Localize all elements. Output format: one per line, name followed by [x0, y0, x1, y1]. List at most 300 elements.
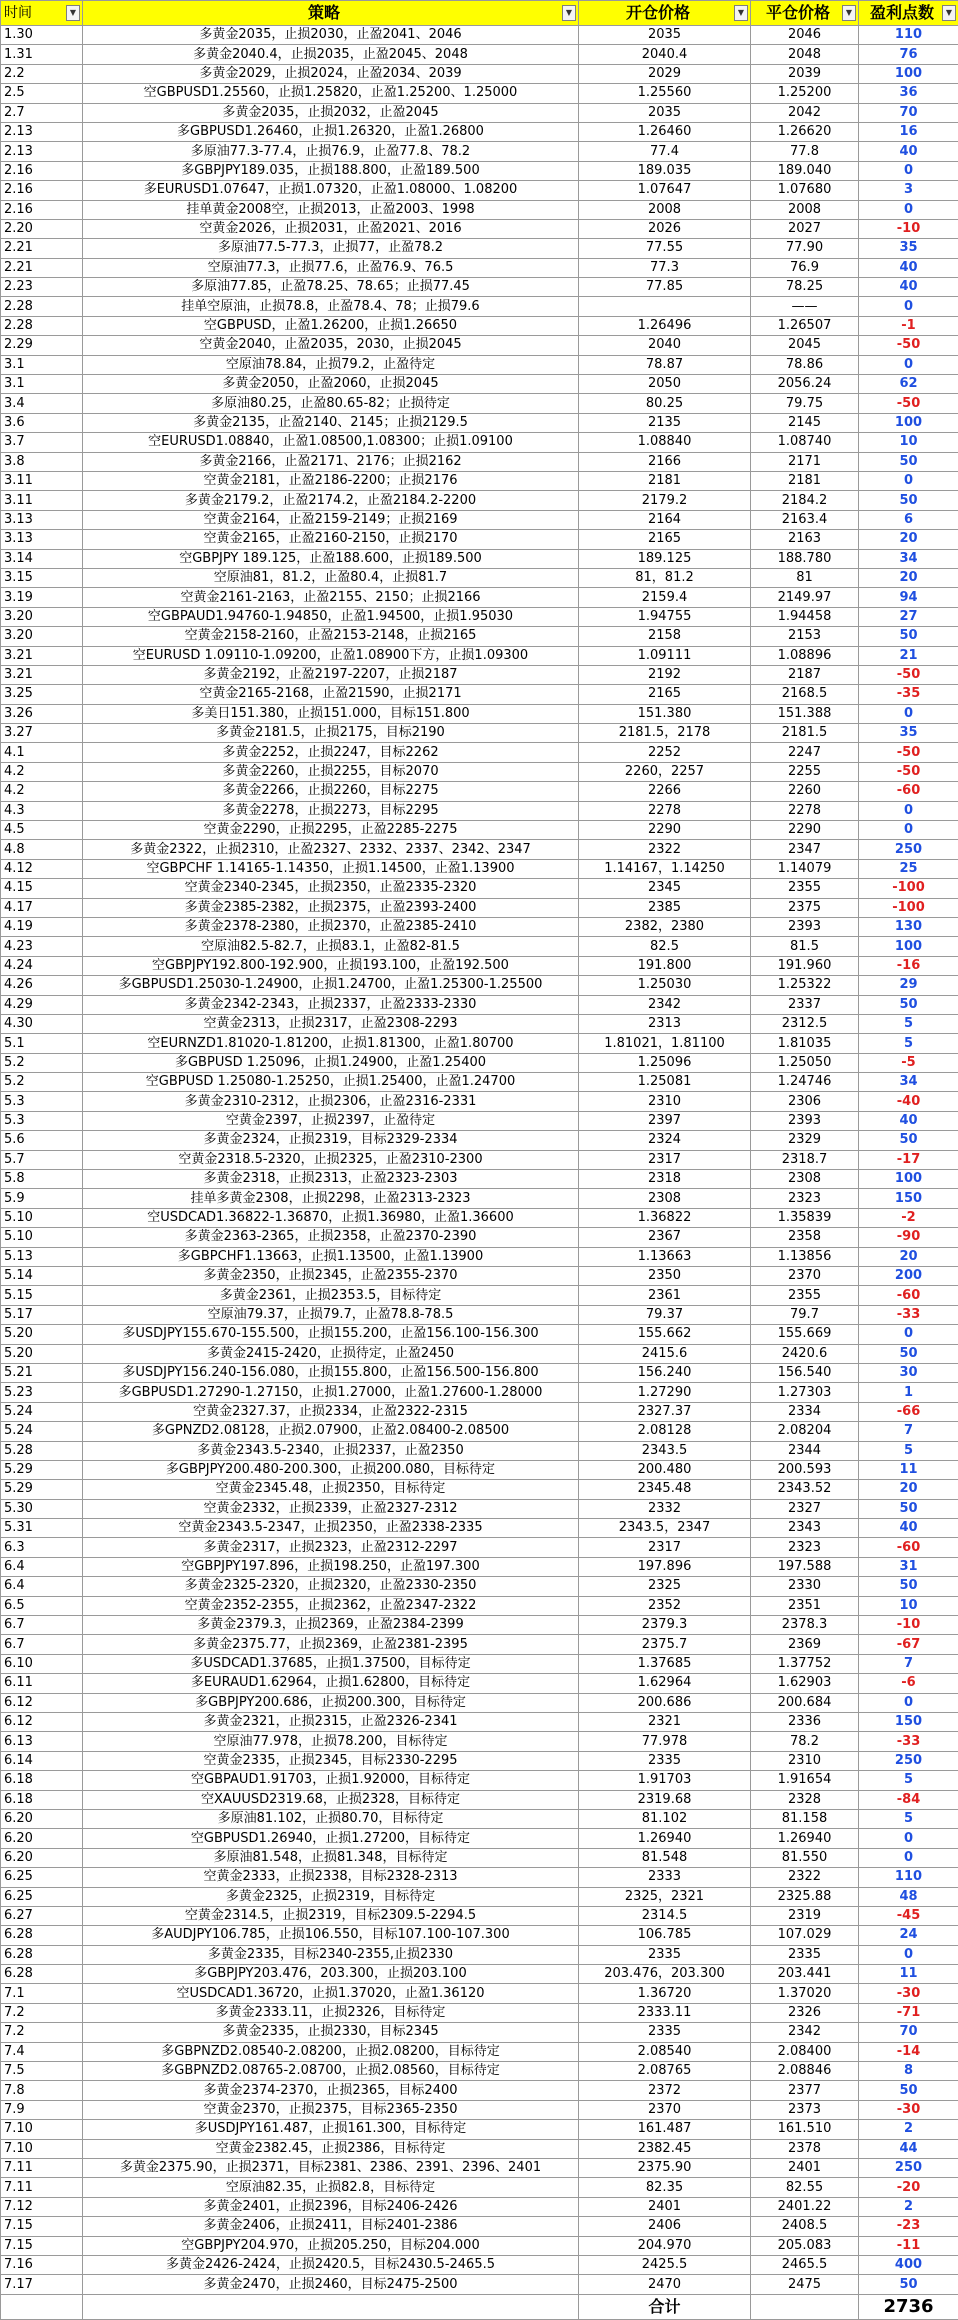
close-price-cell[interactable]: 82.55: [751, 2178, 859, 2197]
filter-dropdown-strategy[interactable]: ▼: [562, 5, 576, 21]
strategy-cell[interactable]: 空原油82.5-82.7，止损83.1，止盈82-81.5: [83, 937, 579, 956]
pnl-cell[interactable]: 130: [859, 917, 958, 936]
strategy-cell[interactable]: 多黄金2426-2424，止损2420.5，目标2430.5-2465.5: [83, 2255, 579, 2274]
date-cell[interactable]: 6.4: [1, 1557, 83, 1576]
open-price-cell[interactable]: 77.55: [579, 239, 751, 258]
close-price-cell[interactable]: 2323: [751, 1189, 859, 1208]
date-cell[interactable]: 2.16: [1, 200, 83, 219]
date-cell[interactable]: 5.23: [1, 1383, 83, 1402]
strategy-cell[interactable]: 空GBPUSD 1.25080-1.25250，止损1.25400，止盈1.24700: [83, 1073, 579, 1092]
open-price-cell[interactable]: 1.07647: [579, 181, 751, 200]
close-price-cell[interactable]: 1.37752: [751, 1654, 859, 1673]
close-price-cell[interactable]: 2045: [751, 336, 859, 355]
date-cell[interactable]: 6.7: [1, 1635, 83, 1654]
close-price-cell[interactable]: 76.9: [751, 258, 859, 277]
open-price-cell[interactable]: 2332: [579, 1499, 751, 1518]
pnl-cell[interactable]: 2: [859, 2197, 958, 2216]
close-price-cell[interactable]: 2323: [751, 1538, 859, 1557]
pnl-cell[interactable]: 11: [859, 1460, 958, 1479]
close-price-cell[interactable]: 2358: [751, 1228, 859, 1247]
pnl-cell[interactable]: 50: [859, 1577, 958, 1596]
strategy-cell[interactable]: 空GBPJPY192.800-192.900，止损193.100，止盈192.500: [83, 956, 579, 975]
pnl-cell[interactable]: 10: [859, 433, 958, 452]
pnl-cell[interactable]: 35: [859, 239, 958, 258]
close-price-cell[interactable]: 2475: [751, 2275, 859, 2294]
pnl-cell[interactable]: 6: [859, 510, 958, 529]
date-cell[interactable]: 7.2: [1, 2023, 83, 2042]
pnl-cell[interactable]: 48: [859, 1887, 958, 1906]
close-price-cell[interactable]: 77.8: [751, 142, 859, 161]
pnl-cell[interactable]: 34: [859, 549, 958, 568]
filter-dropdown-close-price[interactable]: ▼: [842, 5, 856, 21]
strategy-cell[interactable]: 多黄金2415-2420，止损待定，止盈2450: [83, 1344, 579, 1363]
close-price-cell[interactable]: 2328: [751, 1790, 859, 1809]
pnl-cell[interactable]: -50: [859, 743, 958, 762]
close-price-cell[interactable]: 79.7: [751, 1305, 859, 1324]
pnl-cell[interactable]: 50: [859, 1499, 958, 1518]
open-price-cell[interactable]: 2040.4: [579, 45, 751, 64]
date-cell[interactable]: 3.25: [1, 685, 83, 704]
pnl-cell[interactable]: 150: [859, 1189, 958, 1208]
date-cell[interactable]: 7.10: [1, 2120, 83, 2139]
open-price-cell[interactable]: 2406: [579, 2217, 751, 2236]
close-price-cell[interactable]: 2351: [751, 1596, 859, 1615]
date-cell[interactable]: 6.5: [1, 1596, 83, 1615]
close-price-cell[interactable]: 78.25: [751, 278, 859, 297]
strategy-cell[interactable]: 多黄金2325，止损2319，目标待定: [83, 1887, 579, 1906]
pnl-cell[interactable]: 7: [859, 1422, 958, 1441]
open-price-cell[interactable]: 2397: [579, 1111, 751, 1130]
pnl-cell[interactable]: 11: [859, 1965, 958, 1984]
pnl-cell[interactable]: 20: [859, 1247, 958, 1266]
close-price-cell[interactable]: 1.27303: [751, 1383, 859, 1402]
close-price-cell[interactable]: 151.388: [751, 704, 859, 723]
open-price-cell[interactable]: 2135: [579, 413, 751, 432]
open-price-cell[interactable]: 191.800: [579, 956, 751, 975]
close-price-cell[interactable]: 2343: [751, 1519, 859, 1538]
date-cell[interactable]: 5.28: [1, 1441, 83, 1460]
open-price-cell[interactable]: 2192: [579, 665, 751, 684]
strategy-cell[interactable]: 空黄金2397，止损2397，止盈待定: [83, 1111, 579, 1130]
date-cell[interactable]: 3.20: [1, 607, 83, 626]
pnl-cell[interactable]: -66: [859, 1402, 958, 1421]
strategy-cell[interactable]: 多黄金2378-2380，止损2370，止盈2385-2410: [83, 917, 579, 936]
close-price-cell[interactable]: 2163.4: [751, 510, 859, 529]
close-price-cell[interactable]: 2327: [751, 1499, 859, 1518]
pnl-cell[interactable]: -5: [859, 1053, 958, 1072]
date-cell[interactable]: 5.2: [1, 1073, 83, 1092]
strategy-cell[interactable]: 多黄金2318，止损2313，止盈2323-2303: [83, 1170, 579, 1189]
close-price-cell[interactable]: 2334: [751, 1402, 859, 1421]
strategy-cell[interactable]: 空GBPCHF 1.14165-1.14350，止损1.14500，止盈1.13900: [83, 859, 579, 878]
open-price-cell[interactable]: 2.08765: [579, 2062, 751, 2081]
close-price-cell[interactable]: 81.550: [751, 1848, 859, 1867]
open-price-cell[interactable]: 2035: [579, 103, 751, 122]
close-price-cell[interactable]: 2184.2: [751, 491, 859, 510]
date-cell[interactable]: 3.20: [1, 627, 83, 646]
pnl-cell[interactable]: 0: [859, 1848, 958, 1867]
strategy-cell[interactable]: 多黄金2342-2343，止损2337，止盈2333-2330: [83, 995, 579, 1014]
close-price-cell[interactable]: 2336: [751, 1712, 859, 1731]
open-price-cell[interactable]: 2333: [579, 1868, 751, 1887]
pnl-cell[interactable]: 50: [859, 627, 958, 646]
close-price-cell[interactable]: 2.08846: [751, 2062, 859, 2081]
close-price-cell[interactable]: 203.441: [751, 1965, 859, 1984]
pnl-cell[interactable]: 50: [859, 452, 958, 471]
strategy-cell[interactable]: 空USDCAD1.36822-1.36870，止损1.36980，止盈1.36600: [83, 1208, 579, 1227]
open-price-cell[interactable]: 2325: [579, 1577, 751, 1596]
pnl-cell[interactable]: 5: [859, 1014, 958, 1033]
strategy-cell[interactable]: 多EURAUD1.62964，止损1.62800，目标待定: [83, 1674, 579, 1693]
strategy-cell[interactable]: 多USDCAD1.37685，止损1.37500，目标待定: [83, 1654, 579, 1673]
strategy-cell[interactable]: 多黄金2361，止损2353.5，目标待定: [83, 1286, 579, 1305]
total-empty-cell[interactable]: [751, 2294, 859, 2319]
strategy-cell[interactable]: 空黄金2026，止损2031，止盈2021、2016: [83, 219, 579, 238]
close-price-cell[interactable]: 2344: [751, 1441, 859, 1460]
close-price-cell[interactable]: 2369: [751, 1635, 859, 1654]
pnl-cell[interactable]: 8: [859, 2062, 958, 2081]
date-cell[interactable]: 4.12: [1, 859, 83, 878]
date-cell[interactable]: 3.6: [1, 413, 83, 432]
open-price-cell[interactable]: 151.380: [579, 704, 751, 723]
date-cell[interactable]: 5.20: [1, 1344, 83, 1363]
close-price-cell[interactable]: 1.26940: [751, 1829, 859, 1848]
pnl-cell[interactable]: -6: [859, 1674, 958, 1693]
close-price-cell[interactable]: 2420.6: [751, 1344, 859, 1363]
pnl-cell[interactable]: -33: [859, 1732, 958, 1751]
open-price-cell[interactable]: 2350: [579, 1267, 751, 1286]
pnl-cell[interactable]: 50: [859, 1344, 958, 1363]
date-cell[interactable]: 3.13: [1, 530, 83, 549]
pnl-cell[interactable]: 100: [859, 1170, 958, 1189]
strategy-cell[interactable]: 多黄金2375.90，止损2371，目标2381、2386、2391、2396、2401: [83, 2158, 579, 2177]
close-price-cell[interactable]: 2008: [751, 200, 859, 219]
strategy-cell[interactable]: 空GBPUSD1.25560，止损1.25820，止盈1.25200、1.25000: [83, 84, 579, 103]
open-price-cell[interactable]: 155.662: [579, 1325, 751, 1344]
close-price-cell[interactable]: 2310: [751, 1751, 859, 1770]
open-price-cell[interactable]: 2401: [579, 2197, 751, 2216]
strategy-cell[interactable]: 多GBPUSD1.26460，止损1.26320，止盈1.26800: [83, 122, 579, 141]
open-price-cell[interactable]: 2290: [579, 821, 751, 840]
close-price-cell[interactable]: 200.684: [751, 1693, 859, 1712]
date-cell[interactable]: 5.17: [1, 1305, 83, 1324]
open-price-cell[interactable]: 79.37: [579, 1305, 751, 1324]
close-price-cell[interactable]: 2056.24: [751, 375, 859, 394]
date-cell[interactable]: 6.20: [1, 1848, 83, 1867]
strategy-cell[interactable]: 多黄金2050，止盈2060，止损2045: [83, 375, 579, 394]
date-cell[interactable]: 7.17: [1, 2275, 83, 2294]
date-cell[interactable]: 1.30: [1, 26, 83, 45]
date-cell[interactable]: 3.11: [1, 491, 83, 510]
strategy-cell[interactable]: 空EURUSD 1.09110-1.09200，止盈1.08900下方，止损1.09300: [83, 646, 579, 665]
open-price-cell[interactable]: 2310: [579, 1092, 751, 1111]
pnl-cell[interactable]: -71: [859, 2003, 958, 2022]
date-cell[interactable]: 3.14: [1, 549, 83, 568]
date-cell[interactable]: 4.19: [1, 917, 83, 936]
open-price-cell[interactable]: 2029: [579, 64, 751, 83]
strategy-cell[interactable]: 多黄金2325-2320，止损2320，止盈2330-2350: [83, 1577, 579, 1596]
strategy-cell[interactable]: 空黄金2040，止盈2035，2030，止损2045: [83, 336, 579, 355]
date-cell[interactable]: 5.20: [1, 1325, 83, 1344]
strategy-cell[interactable]: 多USDJPY155.670-155.500，止损155.200，止盈156.100-156.300: [83, 1325, 579, 1344]
close-price-cell[interactable]: 2181: [751, 471, 859, 490]
pnl-cell[interactable]: 94: [859, 588, 958, 607]
open-price-cell[interactable]: 2342: [579, 995, 751, 1014]
date-cell[interactable]: 3.7: [1, 433, 83, 452]
open-price-cell[interactable]: 189.035: [579, 161, 751, 180]
pnl-cell[interactable]: 50: [859, 2081, 958, 2100]
open-price-cell[interactable]: 189.125: [579, 549, 751, 568]
open-price-cell[interactable]: 2278: [579, 801, 751, 820]
strategy-cell[interactable]: 多黄金2470，止损2460，目标2475-2500: [83, 2275, 579, 2294]
open-price-cell[interactable]: [579, 297, 751, 316]
open-price-cell[interactable]: 106.785: [579, 1926, 751, 1945]
close-price-cell[interactable]: 2355: [751, 1286, 859, 1305]
open-price-cell[interactable]: 2040: [579, 336, 751, 355]
filter-dropdown-open-price[interactable]: ▼: [734, 5, 748, 21]
close-price-cell[interactable]: 200.593: [751, 1460, 859, 1479]
date-cell[interactable]: 2.21: [1, 258, 83, 277]
close-price-cell[interactable]: 78.86: [751, 355, 859, 374]
strategy-cell[interactable]: 空黄金2335，止损2345，目标2330-2295: [83, 1751, 579, 1770]
date-cell[interactable]: 6.25: [1, 1868, 83, 1887]
open-price-cell[interactable]: 2470: [579, 2275, 751, 2294]
pnl-cell[interactable]: -23: [859, 2217, 958, 2236]
open-price-cell[interactable]: 2317: [579, 1150, 751, 1169]
pnl-cell[interactable]: 0: [859, 355, 958, 374]
pnl-cell[interactable]: 16: [859, 122, 958, 141]
open-price-cell[interactable]: 2166: [579, 452, 751, 471]
date-cell[interactable]: 7.11: [1, 2158, 83, 2177]
strategy-cell[interactable]: 空黄金2314.5，止损2319，目标2309.5-2294.5: [83, 1906, 579, 1925]
pnl-cell[interactable]: -100: [859, 898, 958, 917]
pnl-cell[interactable]: 0: [859, 1945, 958, 1964]
close-price-cell[interactable]: 2322: [751, 1868, 859, 1887]
close-price-cell[interactable]: 1.94458: [751, 607, 859, 626]
pnl-cell[interactable]: 20: [859, 530, 958, 549]
open-price-cell[interactable]: 2181: [579, 471, 751, 490]
date-cell[interactable]: 6.18: [1, 1771, 83, 1790]
strategy-cell[interactable]: 空原油77.978，止损78.200，目标待定: [83, 1732, 579, 1751]
close-price-cell[interactable]: 78.2: [751, 1732, 859, 1751]
close-price-cell[interactable]: 2318.7: [751, 1150, 859, 1169]
date-cell[interactable]: 5.1: [1, 1034, 83, 1053]
date-cell[interactable]: 4.8: [1, 840, 83, 859]
close-price-cell[interactable]: 161.510: [751, 2120, 859, 2139]
strategy-cell[interactable]: 多AUDJPY106.785，止损106.550，目标107.100-107.300: [83, 1926, 579, 1945]
strategy-cell[interactable]: 多GPNZD2.08128，止损2.07900，止盈2.08400-2.08500: [83, 1422, 579, 1441]
pnl-cell[interactable]: -11: [859, 2236, 958, 2255]
open-price-cell[interactable]: 2164: [579, 510, 751, 529]
pnl-cell[interactable]: 50: [859, 2275, 958, 2294]
close-price-cell[interactable]: ——: [751, 297, 859, 316]
pnl-cell[interactable]: 0: [859, 704, 958, 723]
close-price-cell[interactable]: 2378.3: [751, 1616, 859, 1635]
open-price-cell[interactable]: 2343.5: [579, 1441, 751, 1460]
close-price-cell[interactable]: 2153: [751, 627, 859, 646]
pnl-cell[interactable]: 24: [859, 1926, 958, 1945]
date-cell[interactable]: 6.18: [1, 1790, 83, 1809]
date-cell[interactable]: 6.12: [1, 1712, 83, 1731]
close-price-cell[interactable]: 1.08740: [751, 433, 859, 452]
close-price-cell[interactable]: 1.37020: [751, 1984, 859, 2003]
open-price-cell[interactable]: 1.26940: [579, 1829, 751, 1848]
date-cell[interactable]: 5.10: [1, 1208, 83, 1227]
close-price-cell[interactable]: 1.25050: [751, 1053, 859, 1072]
strategy-cell[interactable]: 多USDJPY161.487，止损161.300，目标待定: [83, 2120, 579, 2139]
pnl-cell[interactable]: 20: [859, 1480, 958, 1499]
open-price-cell[interactable]: 2.08128: [579, 1422, 751, 1441]
date-cell[interactable]: 3.13: [1, 510, 83, 529]
close-price-cell[interactable]: 1.14079: [751, 859, 859, 878]
open-price-cell[interactable]: 77.978: [579, 1732, 751, 1751]
close-price-cell[interactable]: 2401: [751, 2158, 859, 2177]
date-cell[interactable]: 2.13: [1, 122, 83, 141]
open-price-cell[interactable]: 77.4: [579, 142, 751, 161]
strategy-cell[interactable]: 多GBPUSD1.27290-1.27150，止损1.27000，止盈1.27600-1.28000: [83, 1383, 579, 1402]
strategy-cell[interactable]: 空黄金2370，止损2375，目标2365-2350: [83, 2100, 579, 2119]
close-price-cell[interactable]: 2393: [751, 917, 859, 936]
open-price-cell[interactable]: 81.102: [579, 1809, 751, 1828]
close-price-cell[interactable]: 2401.22: [751, 2197, 859, 2216]
open-price-cell[interactable]: 82.5: [579, 937, 751, 956]
pnl-cell[interactable]: 29: [859, 976, 958, 995]
date-cell[interactable]: 5.31: [1, 1519, 83, 1538]
pnl-cell[interactable]: 30: [859, 1363, 958, 1382]
close-price-cell[interactable]: 155.669: [751, 1325, 859, 1344]
strategy-cell[interactable]: 多黄金2324，止损2319，目标2329-2334: [83, 1131, 579, 1150]
pnl-cell[interactable]: 20: [859, 568, 958, 587]
open-price-cell[interactable]: 204.970: [579, 2236, 751, 2255]
date-cell[interactable]: 5.29: [1, 1460, 83, 1479]
date-cell[interactable]: 2.5: [1, 84, 83, 103]
pnl-cell[interactable]: 1: [859, 1383, 958, 1402]
open-price-cell[interactable]: 2322: [579, 840, 751, 859]
pnl-cell[interactable]: 40: [859, 1111, 958, 1130]
date-cell[interactable]: 4.26: [1, 976, 83, 995]
date-cell[interactable]: 5.24: [1, 1402, 83, 1421]
pnl-cell[interactable]: -40: [859, 1092, 958, 1111]
close-price-cell[interactable]: 191.960: [751, 956, 859, 975]
date-cell[interactable]: 2.20: [1, 219, 83, 238]
date-cell[interactable]: 2.16: [1, 161, 83, 180]
open-price-cell[interactable]: 1.13663: [579, 1247, 751, 1266]
open-price-cell[interactable]: 2308: [579, 1189, 751, 1208]
close-price-cell[interactable]: 2168.5: [751, 685, 859, 704]
pnl-cell[interactable]: -17: [859, 1150, 958, 1169]
date-cell[interactable]: 5.2: [1, 1053, 83, 1072]
open-price-cell[interactable]: 2314.5: [579, 1906, 751, 1925]
strategy-cell[interactable]: 多GBPUSD1.25030-1.24900，止损1.24700，止盈1.25300-1.25500: [83, 976, 579, 995]
open-price-cell[interactable]: 197.896: [579, 1557, 751, 1576]
date-cell[interactable]: 3.4: [1, 394, 83, 413]
date-cell[interactable]: 6.11: [1, 1674, 83, 1693]
strategy-cell[interactable]: 空黄金2313，止损2317，止盈2308-2293: [83, 1014, 579, 1033]
strategy-cell[interactable]: 多黄金2321，止损2315，止盈2326-2341: [83, 1712, 579, 1731]
close-price-cell[interactable]: 2330: [751, 1577, 859, 1596]
pnl-cell[interactable]: 40: [859, 1519, 958, 1538]
open-price-cell[interactable]: 1.62964: [579, 1674, 751, 1693]
open-price-cell[interactable]: 2260，2257: [579, 762, 751, 781]
pnl-cell[interactable]: -67: [859, 1635, 958, 1654]
pnl-cell[interactable]: 5: [859, 1809, 958, 1828]
open-price-cell[interactable]: 1.36822: [579, 1208, 751, 1227]
strategy-cell[interactable]: 空黄金2290，止损2295，止盈2285-2275: [83, 821, 579, 840]
open-price-cell[interactable]: 2158: [579, 627, 751, 646]
open-price-cell[interactable]: 1.08840: [579, 433, 751, 452]
open-price-cell[interactable]: 2317: [579, 1538, 751, 1557]
open-price-cell[interactable]: 1.25560: [579, 84, 751, 103]
close-price-cell[interactable]: 2048: [751, 45, 859, 64]
strategy-cell[interactable]: 空黄金2165，止盈2160-2150，止损2170: [83, 530, 579, 549]
strategy-cell[interactable]: 多GBPUSD 1.25096，止损1.24900，止盈1.25400: [83, 1053, 579, 1072]
pnl-cell[interactable]: 0: [859, 1693, 958, 1712]
open-price-cell[interactable]: 2026: [579, 219, 751, 238]
strategy-cell[interactable]: 空GBPJPY204.970，止损205.250，目标204.000: [83, 2236, 579, 2255]
strategy-cell[interactable]: 空黄金2327.37，止损2334，止盈2322-2315: [83, 1402, 579, 1421]
close-price-cell[interactable]: 2319: [751, 1906, 859, 1925]
date-cell[interactable]: 7.12: [1, 2197, 83, 2216]
close-price-cell[interactable]: 1.25322: [751, 976, 859, 995]
strategy-cell[interactable]: 空黄金2382.45，止损2386，目标待定: [83, 2139, 579, 2158]
pnl-cell[interactable]: 35: [859, 724, 958, 743]
close-price-cell[interactable]: 2325.88: [751, 1887, 859, 1906]
close-price-cell[interactable]: 1.91654: [751, 1771, 859, 1790]
date-cell[interactable]: 6.7: [1, 1616, 83, 1635]
close-price-cell[interactable]: 1.62903: [751, 1674, 859, 1693]
total-empty-cell[interactable]: [1, 2294, 83, 2319]
strategy-cell[interactable]: 多黄金2375.77，止损2369，止盈2381-2395: [83, 1635, 579, 1654]
open-price-cell[interactable]: 2159.4: [579, 588, 751, 607]
date-cell[interactable]: 5.3: [1, 1092, 83, 1111]
open-price-cell[interactable]: 2181.5，2178: [579, 724, 751, 743]
strategy-cell[interactable]: 空USDCAD1.36720，止损1.37020，止盈1.36120: [83, 1984, 579, 2003]
pnl-cell[interactable]: 2: [859, 2120, 958, 2139]
strategy-cell[interactable]: 空黄金2164，止盈2159-2149；止损2169: [83, 510, 579, 529]
pnl-cell[interactable]: -33: [859, 1305, 958, 1324]
open-price-cell[interactable]: 2385: [579, 898, 751, 917]
close-price-cell[interactable]: 2347: [751, 840, 859, 859]
date-cell[interactable]: 6.28: [1, 1945, 83, 1964]
open-price-cell[interactable]: 2345: [579, 879, 751, 898]
strategy-cell[interactable]: 多USDJPY156.240-156.080，止损155.800，止盈156.500-156.800: [83, 1363, 579, 1382]
strategy-cell[interactable]: 空EURNZD1.81020-1.81200，止损1.81300，止盈1.80700: [83, 1034, 579, 1053]
pnl-cell[interactable]: 110: [859, 26, 958, 45]
open-price-cell[interactable]: 1.26496: [579, 316, 751, 335]
date-cell[interactable]: 6.27: [1, 1906, 83, 1925]
date-cell[interactable]: 4.5: [1, 821, 83, 840]
pnl-cell[interactable]: 5: [859, 1034, 958, 1053]
date-cell[interactable]: 3.1: [1, 375, 83, 394]
strategy-cell[interactable]: 空原油81，81.2，止盈80.4，止损81.7: [83, 568, 579, 587]
date-cell[interactable]: 3.11: [1, 471, 83, 490]
close-price-cell[interactable]: 2329: [751, 1131, 859, 1150]
open-price-cell[interactable]: 2.08540: [579, 2042, 751, 2061]
close-price-cell[interactable]: 1.08896: [751, 646, 859, 665]
strategy-cell[interactable]: 空黄金2165-2168，止盈21590，止损2171: [83, 685, 579, 704]
strategy-cell[interactable]: 多黄金2385-2382，止损2375，止盈2393-2400: [83, 898, 579, 917]
pnl-cell[interactable]: 27: [859, 607, 958, 626]
pnl-cell[interactable]: 0: [859, 200, 958, 219]
close-price-cell[interactable]: 2.08400: [751, 2042, 859, 2061]
open-price-cell[interactable]: 1.27290: [579, 1383, 751, 1402]
strategy-cell[interactable]: 空黄金2158-2160，止盈2153-2148，止损2165: [83, 627, 579, 646]
open-price-cell[interactable]: 1.26460: [579, 122, 751, 141]
strategy-cell[interactable]: 挂单多黄金2308，止损2298，止盈2313-2323: [83, 1189, 579, 1208]
open-price-cell[interactable]: 1.25096: [579, 1053, 751, 1072]
close-price-cell[interactable]: 2378: [751, 2139, 859, 2158]
open-price-cell[interactable]: 2335: [579, 2023, 751, 2042]
